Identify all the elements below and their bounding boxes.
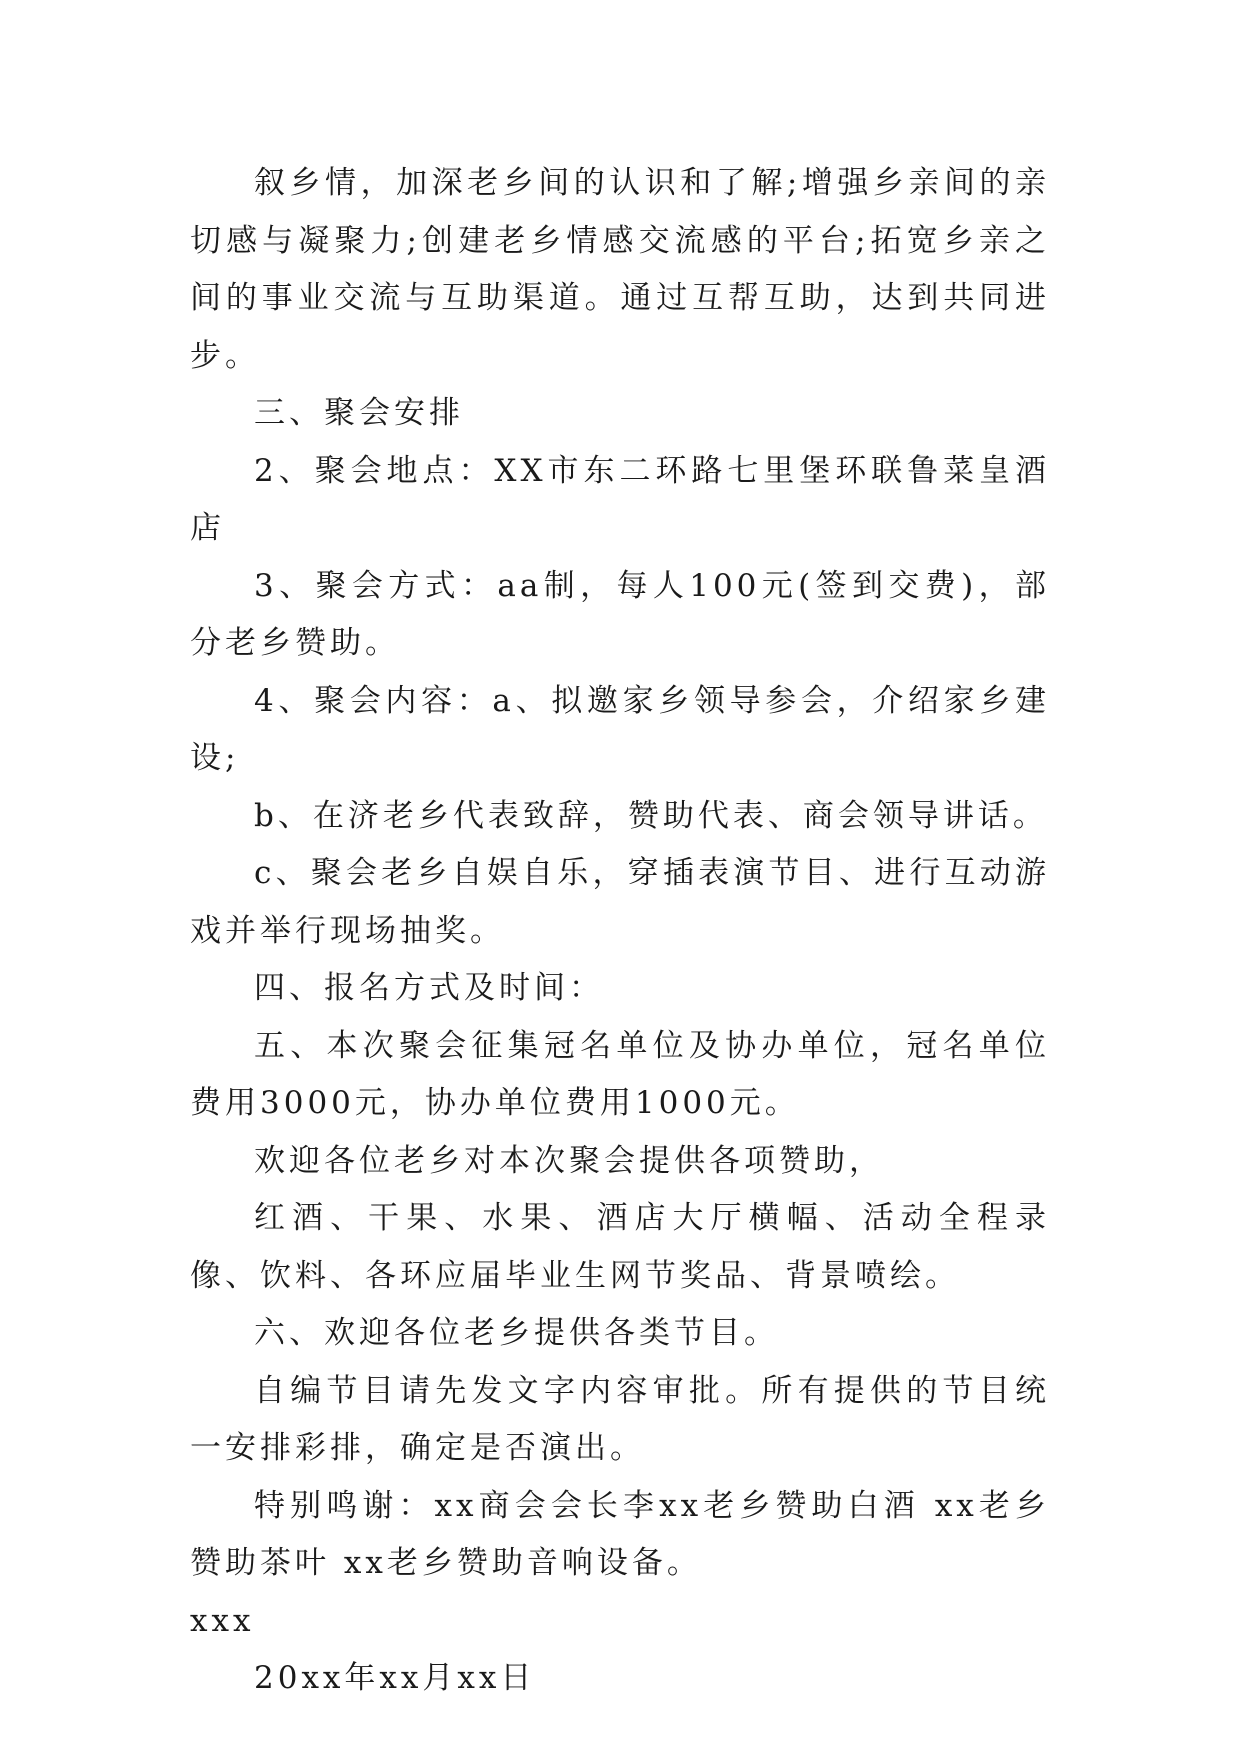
- signature-date: 20xx年xx月xx日: [254, 1660, 536, 1696]
- paragraph-method: 3、聚会方式：aa制，每人100元(签到交费)，部分老乡赞助。: [190, 567, 1050, 661]
- paragraph-content-b: b、在济老乡代表致辞，赞助代表、商会领导讲话。: [254, 797, 1048, 834]
- section-heading-programs: 六、欢迎各位老乡提供各类节目。: [254, 1315, 779, 1351]
- signature-name: xxx: [190, 1602, 255, 1639]
- paragraph-sponsorship-fees: 五、本次聚会征集冠名单位及协办单位，冠名单位费用3000元，协办单位费用1000元。: [190, 1027, 1050, 1121]
- document-body: [190, 155, 1050, 1708]
- paragraph-sponsor-items: 红酒、干果、水果、酒店大厅横幅、活动全程录像、饮料、各环应届毕业生网节奖品、背景喷绘。: [190, 1200, 1050, 1294]
- paragraph-content-c: c、聚会老乡自娱自乐，穿插表演节目、进行互动游戏并举行现场抽奖。: [190, 855, 1050, 949]
- section-heading-registration: 四、报名方式及时间：: [254, 970, 604, 1006]
- paragraph-welcome-sponsors: 欢迎各位老乡对本次聚会提供各项赞助，: [254, 1142, 884, 1179]
- paragraph-program-review: 自编节目请先发文字内容审批。所有提供的节目统一安排彩排，确定是否演出。: [190, 1372, 1050, 1466]
- paragraph-venue: 2、聚会地点：XX市东二环路七里堡环联鲁菜皇酒店: [190, 452, 1050, 546]
- section-heading-arrangement: 三、聚会安排: [254, 395, 464, 431]
- paragraph-content-a: 4、聚会内容：a、拟邀家乡领导参会，介绍家乡建设;: [190, 682, 1050, 776]
- paragraph-intro: 叙乡情，加深老乡间的认识和了解;增强乡亲间的亲切感与凝聚力;创建老乡情感交流感的平台;拓宽乡亲之间的事业交流与互助渠道。通过互帮互助，达到共同进步。: [190, 165, 1050, 374]
- paragraph-special-thanks: 特别鸣谢：xx商会会长李xx老乡赞助白酒 xx老乡赞助茶叶 xx老乡赞助音响设备。: [190, 1487, 1050, 1581]
